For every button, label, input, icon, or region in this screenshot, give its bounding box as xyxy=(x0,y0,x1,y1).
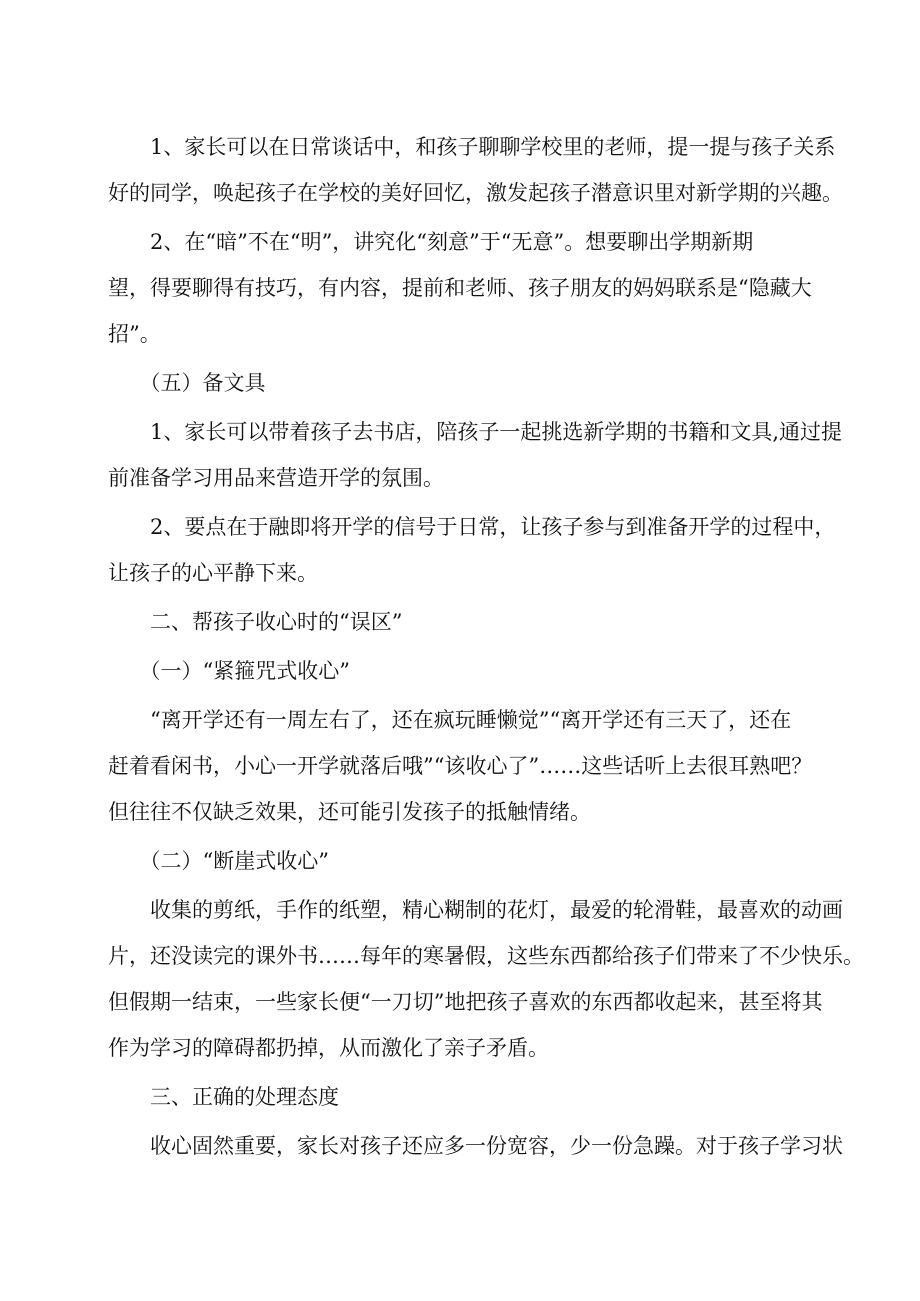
section-heading-three: 三、正确的处理态度 xyxy=(108,1085,339,1109)
document-page xyxy=(108,124,864,1169)
text-line-22: 收心固然重要，家长对孩子还应多一份宽容，少一份急躁。对于孩子学习状 xyxy=(108,1134,843,1158)
text-line-8: 前准备学习用品来营造开学的氛围。 xyxy=(108,466,444,490)
text-line-3: 2、在“暗”不在“明”，讲究化“刻意”于“无意”。想要聊出学期新期 xyxy=(108,230,754,254)
text-line-19: 但假期一结束，一些家长便“一刀切”地把孩子喜欢的东西都收起来，甚至将其 xyxy=(108,990,823,1014)
text-line-5: 招”。 xyxy=(108,322,161,346)
text-line-15: 但往往不仅缺乏效果，还可能引发孩子的抵触情绪。 xyxy=(108,800,591,824)
text-line-4: 望，得要聊得有技巧，有内容，提前和老师、孩子朋友的妈妈联系是“隐藏大 xyxy=(108,276,812,300)
text-line-17: 收集的剪纸，手作的纸塑，精心糊制的花灯，最爱的轮滑鞋，最喜欢的动画 xyxy=(108,898,843,922)
text-line-7: 1、家长可以带着孩子去书店，陪孩子一起挑选新学期的书籍和文具,通过提 xyxy=(108,420,843,444)
subheading-one: （一）“紧箍咒式收心” xyxy=(108,659,350,683)
text-line-13: “离开学还有一周左右了，还在疯玩睡懒觉”“离开学还有三天了，还在 xyxy=(108,708,792,732)
text-line-2: 好的同学，唤起孩子在学校的美好回忆，激发起孩子潜意识里对新学期的兴趣。 xyxy=(108,181,843,205)
subheading-two: （二）“断崖式收心” xyxy=(108,849,329,873)
text-line-20: 作为学习的障碍都扔掉，从而激化了亲子矛盾。 xyxy=(108,1036,549,1060)
text-line-1: 1、家长可以在日常谈话中，和孩子聊聊学校里的老师，提一提与孩子关系 xyxy=(108,135,836,159)
text-line-9: 2、要点在于融即将开学的信号于日常，让孩子参与到准备开学的过程中， xyxy=(108,515,836,539)
section-heading-wu: （五）备文具 xyxy=(108,371,266,395)
text-line-14: 赶着看闲书，小心一开学就落后哦”“该收心了”……这些话听上去很耳熟吧？ xyxy=(108,754,813,778)
text-line-10: 让孩子的心平静下来。 xyxy=(108,561,318,585)
section-heading-two: 二、帮孩子收心时的“误区” xyxy=(108,610,403,634)
text-line-18: 片，还没读完的课外书……每年的寒暑假，这些东西都给孩子们带来了不少快乐。 xyxy=(108,944,864,968)
